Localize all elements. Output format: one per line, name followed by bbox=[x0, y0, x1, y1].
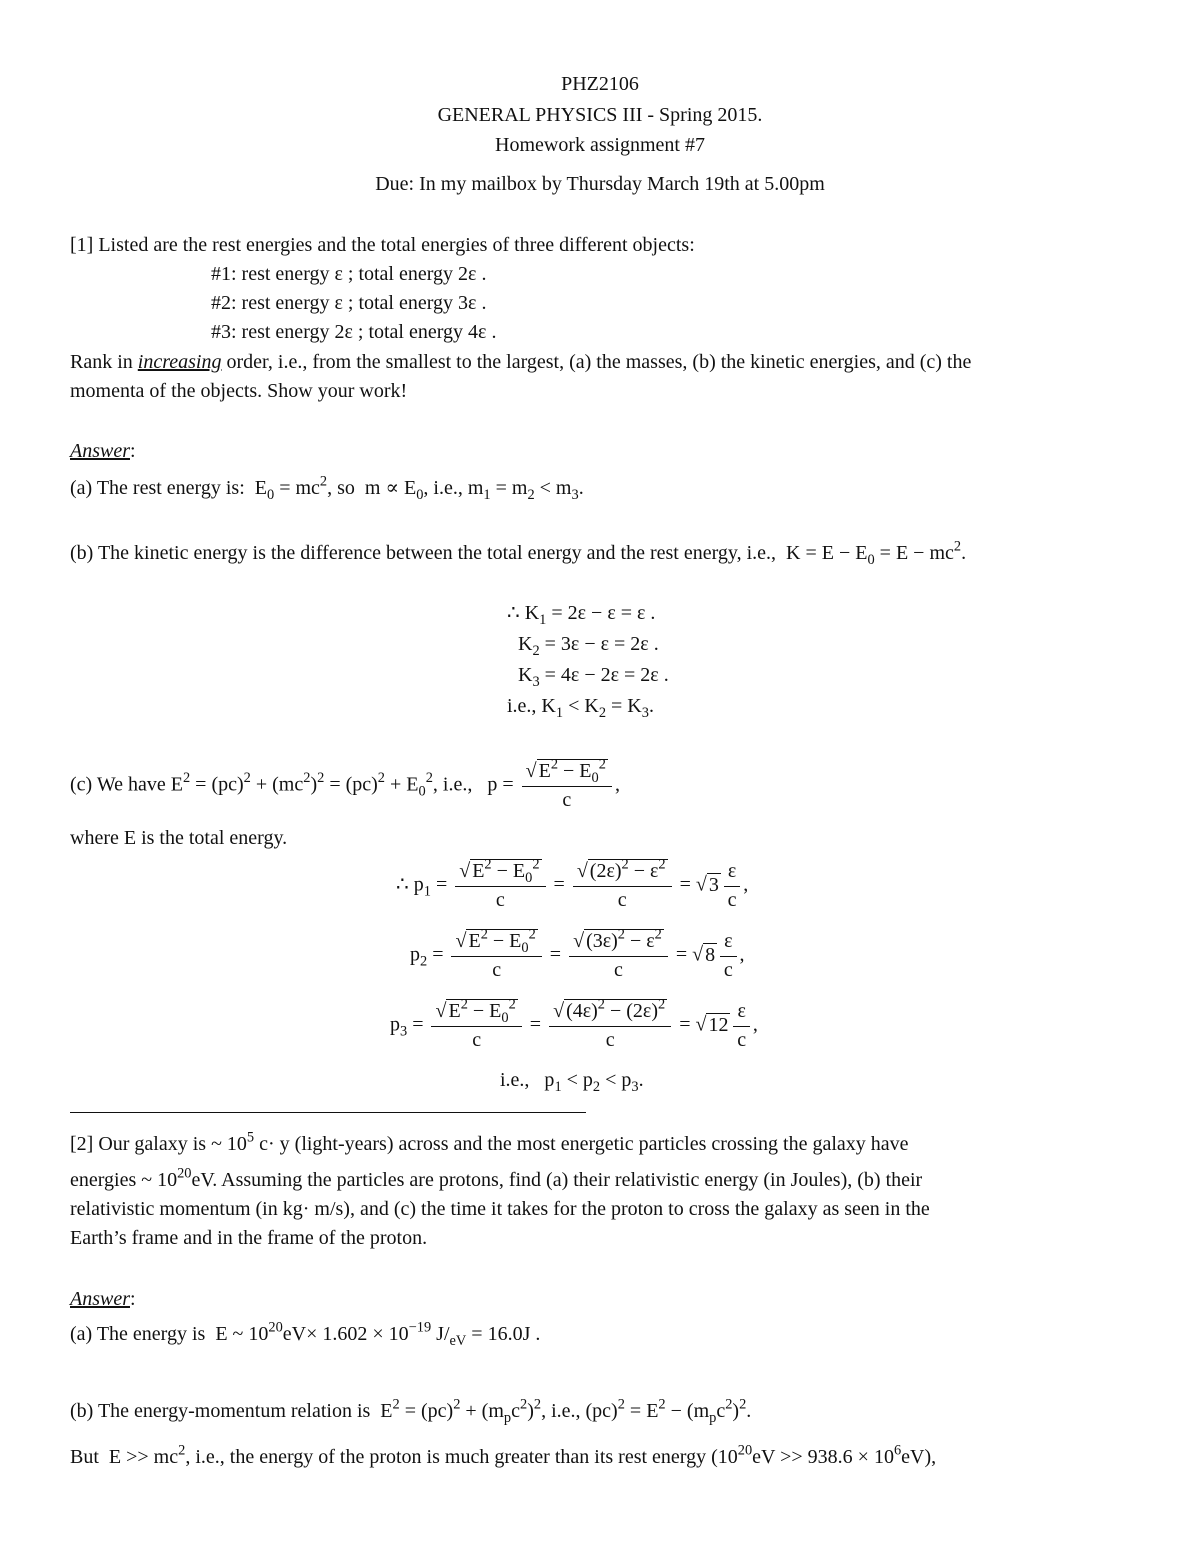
where-text: where E is the total energy. bbox=[70, 827, 288, 849]
problem-2-line3: relativistic momentum (in kg· m/s), and (c) the time it takes for the proton to cross the galaxy as seen in the bbox=[70, 1198, 930, 1220]
course-title: GENERAL PHYSICS III - Spring 2015. bbox=[437, 104, 763, 126]
assignment-title: Homework assignment #7 bbox=[495, 134, 705, 156]
problem-1-label: [1] bbox=[70, 234, 94, 256]
problem-2-line1: [2] Our galaxy is ~ $10^5$ c· y (light-years) across and the most energetic particles crossing the galaxy have bbox=[70, 1129, 909, 1155]
equation-k2: $K_2 = 3\varepsilon - \varepsilon = 2\varepsilon$ . bbox=[518, 633, 659, 660]
answer-2b: (b) The energy-momentum relation is $E^2 = (pc)^2 + (m_pc^2)^2$, i.e., $(pc)^2 = E^2 - (m_pc^2)^2$. bbox=[70, 1396, 752, 1427]
problem-2-line4: Earth’s frame and in the frame of the proton. bbox=[70, 1227, 428, 1249]
equation-p1: ∴ $p_1$ = $\frac{√ E^2 - E_0^2}{c}$ = $\frac{√ (2\varepsilon)^2 - \varepsilon^2}{c}$ = √ 3 $\frac{\varepsilon}{c}$ , bbox=[396, 856, 749, 911]
answer-1b: (b) The kinetic energy is the difference between the total energy and the rest energy, i.e., $K = E - E_0 = E - mc^2$. bbox=[70, 538, 967, 569]
equation-p3: $p_3$ = $\frac{√ E^2 - E_0^2}{c}$ = $\frac{√ (4\varepsilon)^2 - (2\varepsilon)^2}{c}$ = √ 12 $\frac{\varepsilon}{c}$ , bbox=[390, 996, 758, 1051]
problem-2-line2: energies ~ $10^{20}eV$. Assuming the particles are protons, find (a) their relativistic energy (in Joules), (b) their bbox=[70, 1165, 923, 1191]
answer-1a: (a) The rest energy is: $E_0 = mc^2$, so $m \propto E_0$, i.e., $m_1 = m_2 < m_3$. bbox=[70, 473, 584, 504]
rank-instruction: Rank in increasing order, i.e., from the smallest to the largest, (a) the masses, (b) the kinetic energies, and (c) the bbox=[70, 351, 972, 373]
problem-1-intro bbox=[70, 233, 695, 257]
equation-k3: $K_3 = 4\varepsilon - 2\varepsilon = 2\varepsilon$ . bbox=[518, 664, 669, 691]
equation-p-rank: i.e., $p_1 < p_2 < p_3$. bbox=[500, 1069, 644, 1096]
emphasis-increasing: increasing bbox=[137, 351, 222, 373]
problem-1-intro-text: Listed are the rest energies and the total energies of three different objects: bbox=[98, 234, 695, 256]
answer-2a: (a) The energy is E ~ $10^{20}eV\times 1.602 \times 10^{-19}$ $J/_{eV} = 16.0J$ . bbox=[70, 1319, 541, 1350]
course-code: PHZ2106 bbox=[561, 73, 639, 95]
rank-instruction-line2: momenta of the objects. Show your work! bbox=[70, 380, 408, 402]
answer-1c: (c) We have $E^2 = (pc)^2 + (mc^2)^2 = (pc)^2 + E_0^2$, i.e., p = $\frac{√ E^2 - E_0^2}{c}$ , bbox=[70, 758, 620, 814]
equation-k1: ∴ $K_1 = 2\varepsilon - \varepsilon = \varepsilon$ . bbox=[507, 602, 656, 629]
section-divider bbox=[70, 1112, 586, 1113]
problem-2-label: [2] bbox=[70, 1133, 94, 1155]
momentum-fraction: $\frac{√ E^2 - E_0^2}{c}$ bbox=[522, 758, 612, 814]
equation-k-rank: i.e., $K_1 < K_2 = K_3$. bbox=[507, 695, 654, 722]
equation-p2: $p_2$ = $\frac{√ E^2 - E_0^2}{c}$ = $\frac{√ (3\varepsilon)^2 - \varepsilon^2}{c}$ = √ 8 $\frac{\varepsilon}{c}$ , bbox=[410, 926, 745, 981]
object-3: #3: rest energy 2ε ; total energy 4ε . bbox=[211, 321, 497, 343]
answer-label-2: Answer: bbox=[70, 1288, 136, 1310]
object-1: #1: rest energy ε ; total energy 2ε . bbox=[211, 263, 487, 285]
due-date: Due: In my mailbox by Thursday March 19th at 5.00pm bbox=[375, 173, 825, 195]
object-2: #2: rest energy ε ; total energy 3ε . bbox=[211, 292, 487, 314]
answer-label: Answer: bbox=[70, 440, 136, 462]
answer-2b-cont: But $E >> mc^2$, i.e., the energy of the proton is much greater than its rest energy $(10^{20}eV >> 938.6 \times 10^6eV)$, bbox=[70, 1442, 937, 1468]
